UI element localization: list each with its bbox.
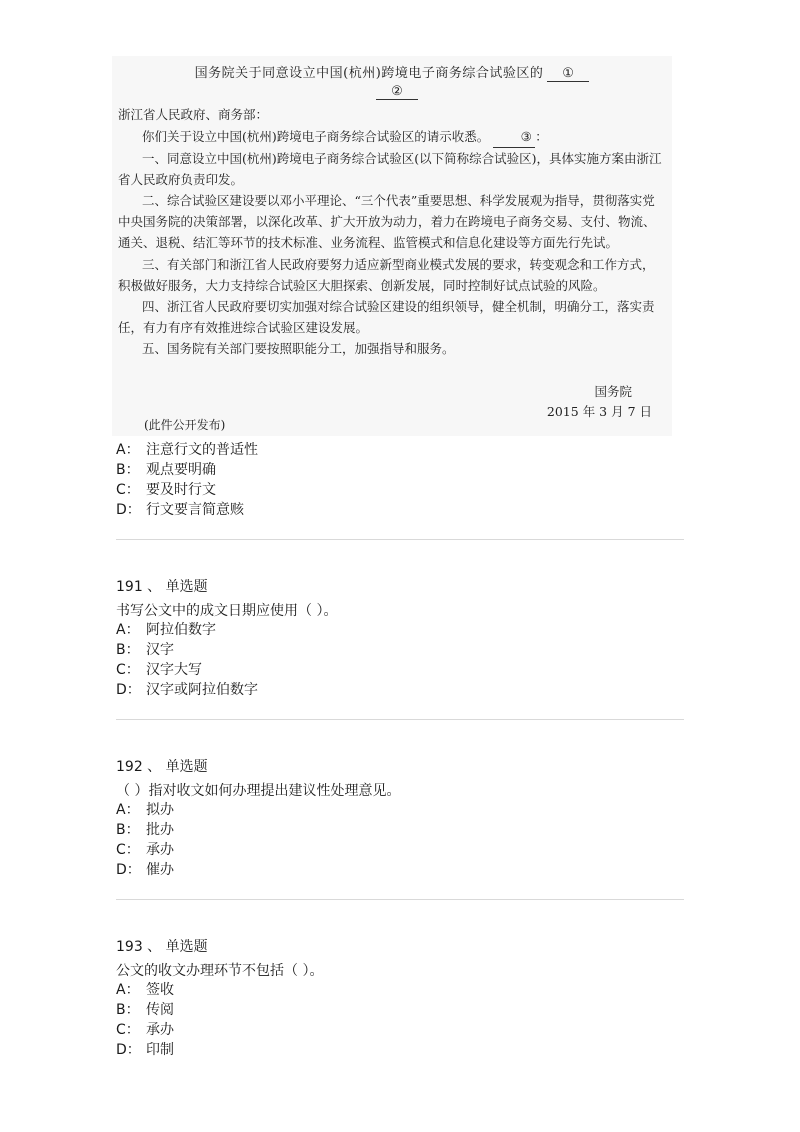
q192-header: 192 、 单选题 bbox=[116, 759, 208, 775]
option-text: 观点要明确 bbox=[146, 462, 216, 478]
paragraph-2: 二、综合试验区建设要以邓小平理论、“三个代表”重要思想、科学发展观为指导，贯彻落实党中央国务院的决策部署，以深化改革、扩大开放为动力，着力在跨境电子商务交易、支付、物流、通关、退税、结汇等环节的技术标准、业务流程、监管模式和信息化建设等方面先行先试。 bbox=[118, 193, 656, 250]
option-text: 汉字 bbox=[146, 642, 174, 658]
paragraph-0-text: 你们关于设立中国(杭州)跨境电子商务综合试验区的请示收悉。 bbox=[142, 129, 490, 144]
option-text: 批办 bbox=[146, 822, 174, 838]
q193-header: 193 、 单选题 bbox=[116, 939, 208, 955]
option-letter: A： bbox=[116, 982, 140, 998]
q192-option-a[interactable] bbox=[116, 800, 174, 820]
option-letter: B： bbox=[116, 1002, 140, 1018]
option-text: 汉字或阿拉伯数字 bbox=[146, 682, 258, 698]
q190-option-d[interactable] bbox=[116, 500, 244, 520]
option-text: 承办 bbox=[146, 1022, 174, 1038]
option-letter: A： bbox=[116, 442, 140, 458]
q192-option-d[interactable] bbox=[116, 860, 174, 880]
q193-option-d[interactable] bbox=[116, 1040, 174, 1060]
signer: 国务院 bbox=[594, 384, 632, 399]
divider bbox=[116, 899, 684, 900]
q190-option-c[interactable] bbox=[116, 480, 216, 500]
option-text: 签收 bbox=[146, 982, 174, 998]
paragraph-4: 四、浙江省人民政府要切实加强对综合试验区建设的组织领导，健全机制，明确分工，落实责任，有力有序有效推进综合试验区建设发展。 bbox=[118, 299, 655, 335]
option-letter: B： bbox=[116, 642, 140, 658]
paragraph-0-end: ： bbox=[535, 129, 548, 144]
q193-option-c[interactable] bbox=[116, 1020, 174, 1040]
document-title bbox=[112, 62, 672, 82]
q191-option-a[interactable] bbox=[116, 620, 216, 640]
option-letter: D： bbox=[116, 1042, 141, 1058]
option-text: 传阅 bbox=[146, 1002, 174, 1018]
document-date: 2015 年 3 月 7 日 bbox=[546, 404, 652, 419]
option-letter: D： bbox=[116, 502, 141, 518]
document-title-line2 bbox=[372, 84, 418, 100]
blank-3: ③ bbox=[493, 126, 535, 148]
q192-option-b[interactable] bbox=[116, 820, 174, 840]
q192-option-c[interactable] bbox=[116, 840, 174, 860]
q191-option-c[interactable] bbox=[116, 660, 202, 680]
option-text: 拟办 bbox=[146, 802, 174, 818]
scanned-document-image bbox=[112, 56, 672, 436]
q192-question: （ ）指对收文如何办理提出建议性处理意见。 bbox=[116, 783, 401, 799]
option-text: 要及时行文 bbox=[146, 482, 216, 498]
option-letter: B： bbox=[116, 462, 140, 478]
paragraph-5: 五、国务院有关部门要按照职能分工，加强指导和服务。 bbox=[142, 341, 455, 356]
q193-option-b[interactable] bbox=[116, 1000, 174, 1020]
blank-2: ② bbox=[376, 84, 418, 100]
paragraph-3: 三、有关部门和浙江省人民政府要努力适应新型商业模式发展的要求，转变观念和工作方式，积极做好服务，大力支持综合试验区大胆探索、创新发展，同时控制好试点试验的风险。 bbox=[118, 257, 655, 293]
divider bbox=[116, 719, 684, 720]
divider bbox=[116, 539, 684, 540]
option-text: 印制 bbox=[146, 1042, 174, 1058]
q193-question: 公文的收文办理环节不包括（ ）。 bbox=[116, 963, 324, 979]
option-letter: C： bbox=[116, 842, 140, 858]
option-letter: A： bbox=[116, 802, 140, 818]
q190-option-b[interactable] bbox=[116, 460, 216, 480]
option-text: 催办 bbox=[146, 862, 174, 878]
option-letter: C： bbox=[116, 662, 140, 678]
option-letter: A： bbox=[116, 622, 140, 638]
option-text: 阿拉伯数字 bbox=[146, 622, 216, 638]
option-letter: D： bbox=[116, 682, 141, 698]
addressee: 浙江省人民政府、商务部： bbox=[118, 107, 269, 122]
option-text: 行文要言简意赅 bbox=[146, 502, 244, 518]
document-title-text: 国务院关于同意设立中国(杭州)跨境电子商务综合试验区的 bbox=[194, 66, 544, 81]
q193-option-a[interactable] bbox=[116, 980, 174, 1000]
q191-option-b[interactable] bbox=[116, 640, 174, 660]
blank-1: ① bbox=[547, 66, 589, 82]
q191-question: 书写公文中的成文日期应使用（ ）。 bbox=[116, 603, 338, 619]
q191-option-d[interactable] bbox=[116, 680, 258, 700]
option-letter: C： bbox=[116, 482, 140, 498]
option-text: 承办 bbox=[146, 842, 174, 858]
q191-header: 191 、 单选题 bbox=[116, 579, 208, 595]
option-letter: D： bbox=[116, 862, 141, 878]
paragraph-0 bbox=[118, 126, 663, 148]
paragraph-1: 一、同意设立中国(杭州)跨境电子商务综合试验区(以下简称综合试验区)，具体实施方案由浙江省人民政府负责印发。 bbox=[118, 151, 662, 187]
option-letter: C： bbox=[116, 1022, 140, 1038]
option-text: 注意行文的普适性 bbox=[146, 442, 258, 458]
q190-option-a[interactable] bbox=[116, 440, 258, 460]
option-letter: B： bbox=[116, 822, 140, 838]
publication-note: (此件公开发布) bbox=[144, 418, 226, 432]
option-text: 汉字大写 bbox=[146, 662, 202, 678]
